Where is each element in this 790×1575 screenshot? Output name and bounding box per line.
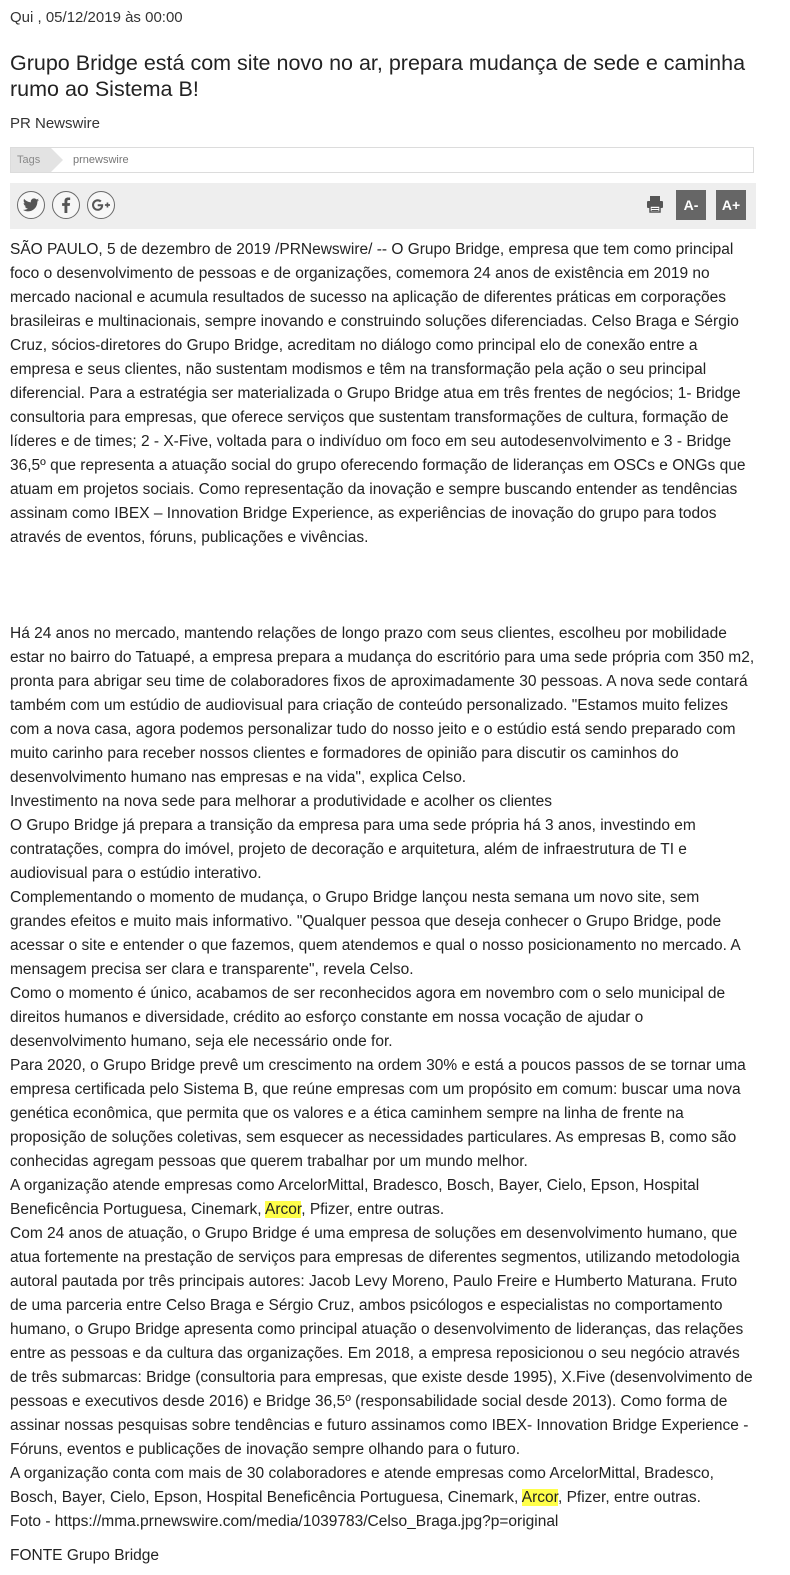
article-source-footer: FONTE Grupo Bridge <box>10 1547 160 1564</box>
highlighted-term: Arcor <box>521 1489 558 1506</box>
page-title: Grupo Bridge está com site novo no ar, prepara mudança de sede e caminha rumo ao Sistema B! <box>10 51 746 101</box>
article-paragraph-clients <box>10 1462 758 1510</box>
text-span: A organização atende empresas como ArcelorMittal, Bradesco, Bosch, Bayer, Cielo, Epson, Hospital Beneficência Portuguesa, Cinemark, <box>10 1177 700 1218</box>
twitter-icon[interactable] <box>17 191 45 219</box>
highlighted-term: Arcor <box>265 1201 302 1218</box>
font-decrease-button[interactable]: A- <box>676 190 706 220</box>
article-paragraph: Como o momento é único, acabamos de ser reconhecidos agora em novembro com o selo municipal de direitos humanos e diversidade, crédito ao esforço constante em nossa vocação de ajudar o desenvolvimento humano, seja ele necessário onde for. <box>10 985 726 1050</box>
article-paragraph-clients <box>10 1174 758 1222</box>
google-plus-icon[interactable] <box>87 191 115 219</box>
article-paragraph: Complementando o momento de mudança, o Grupo Bridge lançou nesta semana um novo site, sem grandes efeitos e muito mais informativo. "Qualquer pessoa que deseja conhecer o Grupo Bridge, pode acessar o site e entender o que fazemos, quem atendemos e qual o nosso posicionamento no mercado. A mensagem precisa ser clara e transparente", revela Celso. <box>10 889 740 978</box>
article-paragraph: Com 24 anos de atuação, o Grupo Bridge é uma empresa de soluções em desenvolvimento humano, que atua fortemente na prestação de serviços para empresas de diferentes segmentos, utilizando metodologia autoral pautada por três principais autores: Jacob Levy Moreno, Paulo Freire e Humberto Maturana. Fruto de uma parceria entre Celso Braga e Sérgio Cruz, ambos psicólogos e especialistas no comportamento humano, o Grupo Bridge apresenta como principal atuação o desenvolvimento de lideranças, das relações entre as pessoas e da cultura das organizações. Em 2018, a empresa reposicionou o seu negócio através de três submarcas: Bridge (consultoria para empresas, que existe desde 1995), X.Five (desenvolvimento de pessoas e executivos desde 2016) e Bridge 36,5º (responsabilidade social desde 2013). Como forma de assinar nossas pesquisas sobre tendências e futuro assinamos como IBEX- Innovation Bridge Experience - Fóruns, eventos e publicações de inovação sempre olhando para o futuro. <box>10 1225 753 1458</box>
tags-label: Tags <box>11 148 51 172</box>
font-increase-button[interactable]: A+ <box>716 190 746 220</box>
print-icon[interactable] <box>646 195 664 218</box>
publish-date: Qui , 05/12/2019 às 00:00 <box>10 9 183 26</box>
paragraph-spacer <box>10 550 758 622</box>
article-paragraph: SÃO PAULO, 5 de dezembro de 2019 /PRNewswire/ -- O Grupo Bridge, empresa que tem como principal foco o desenvolvimento de pessoas e de organizações, comemora 24 anos de existência em 2019 no mercado nacional e acumula resultados de sucesso na aplicação de diferentes práticas em corporações brasileiras e multinacionais, sempre inovando e construindo soluções diferenciadas. Celso Braga e Sérgio Cruz, sócios-diretores do Grupo Bridge, acreditam no diálogo como principal elo de conexão entre a empresa e seus clientes, não sustentam modismos e têm na transformação pela ação o seu principal diferencial. Para a estratégia ser materializada o Grupo Bridge atua em três frentes de negócios; 1- Bridge consultoria para empresas, que oferece serviços que sustentam transformações de cultura, formação de líderes e de times; 2 - X-Five, voltada para o indivíduo om foco em seu autodesenvolvimento e 3 - Bridge 36,5º que representa a atuação social do grupo oferecendo formação de lideranças em OSCs e ONGs que atuam em projetos sociais. Como representação da inovação e sempre buscando entender as tendências assinam como IBEX – Innovation Bridge Experience, as experiências de inovação do grupo para todos através de eventos, fóruns, publicações e vivências. <box>10 241 746 546</box>
article-paragraph: O Grupo Bridge já prepara a transição da empresa para uma sede própria há 3 anos, investindo em contratações, compra do imóvel, projeto de decoração e arquitetura, além de infraestrutura de TI e audiovisual para o estúdio interativo. <box>10 817 696 882</box>
article-paragraph: Há 24 anos no mercado, mantendo relações de longo prazo com seus clientes, escolheu por mobilidade estar no bairro do Tatuapé, a empresa prepara a mudança do escritório para uma sede própria com 350 m2, pronta para abrigar seu time de colaboradores fixos de aproximadamente 30 pessoas. A nova sede contará também com um estúdio de audiovisual para criação de conteúdo personalizado. "Estamos muito felizes com a nova casa, agora podemos personalizar tudo do nosso jeito e o estúdio está sendo preparado com muito carinho para receber nossos clientes e formadores de opinião para discutir os caminhos do desenvolvimento humano nas empresas e na vida", explica Celso. <box>10 625 755 786</box>
article-source: PR Newswire <box>10 115 101 132</box>
article-paragraph: Para 2020, o Grupo Bridge prevê um crescimento na ordem 30% e está a poucos passos de se tornar uma empresa certificada pelo Sistema B, que reúne empresas com um propósito em comum: buscar uma nova genética econômica, que permita que os valores e a ética caminhem sempre na linha de frente na proposição de soluções coletivas, sem esquecer as necessidades particulares. As empresas B, como são conhecidas agregam pessoas que querem trabalhar por um mundo melhor. <box>10 1057 746 1170</box>
share-toolbar <box>10 183 756 229</box>
tags-bar <box>10 147 754 173</box>
text-span: , Pfizer, entre outras. <box>301 1201 445 1218</box>
article-subheading: Investimento na nova sede para melhorar a produtividade e acolher os clientes <box>10 793 552 810</box>
text-span: , Pfizer, entre outras. <box>557 1489 701 1506</box>
article-body <box>10 238 758 1568</box>
text-span: A organização conta com mais de 30 colaboradores e atende empresas como ArcelorMittal, Bradesco, Bosch, Bayer, Cielo, Epson, Hospital Beneficência Portuguesa, Cinemark, <box>10 1465 714 1506</box>
tag-link-prnewswire[interactable]: prnewswire <box>73 154 129 166</box>
facebook-icon[interactable] <box>52 191 80 219</box>
photo-credit: Foto - https://mma.prnewswire.com/media/1039783/Celso_Braga.jpg?p=original <box>10 1513 559 1530</box>
